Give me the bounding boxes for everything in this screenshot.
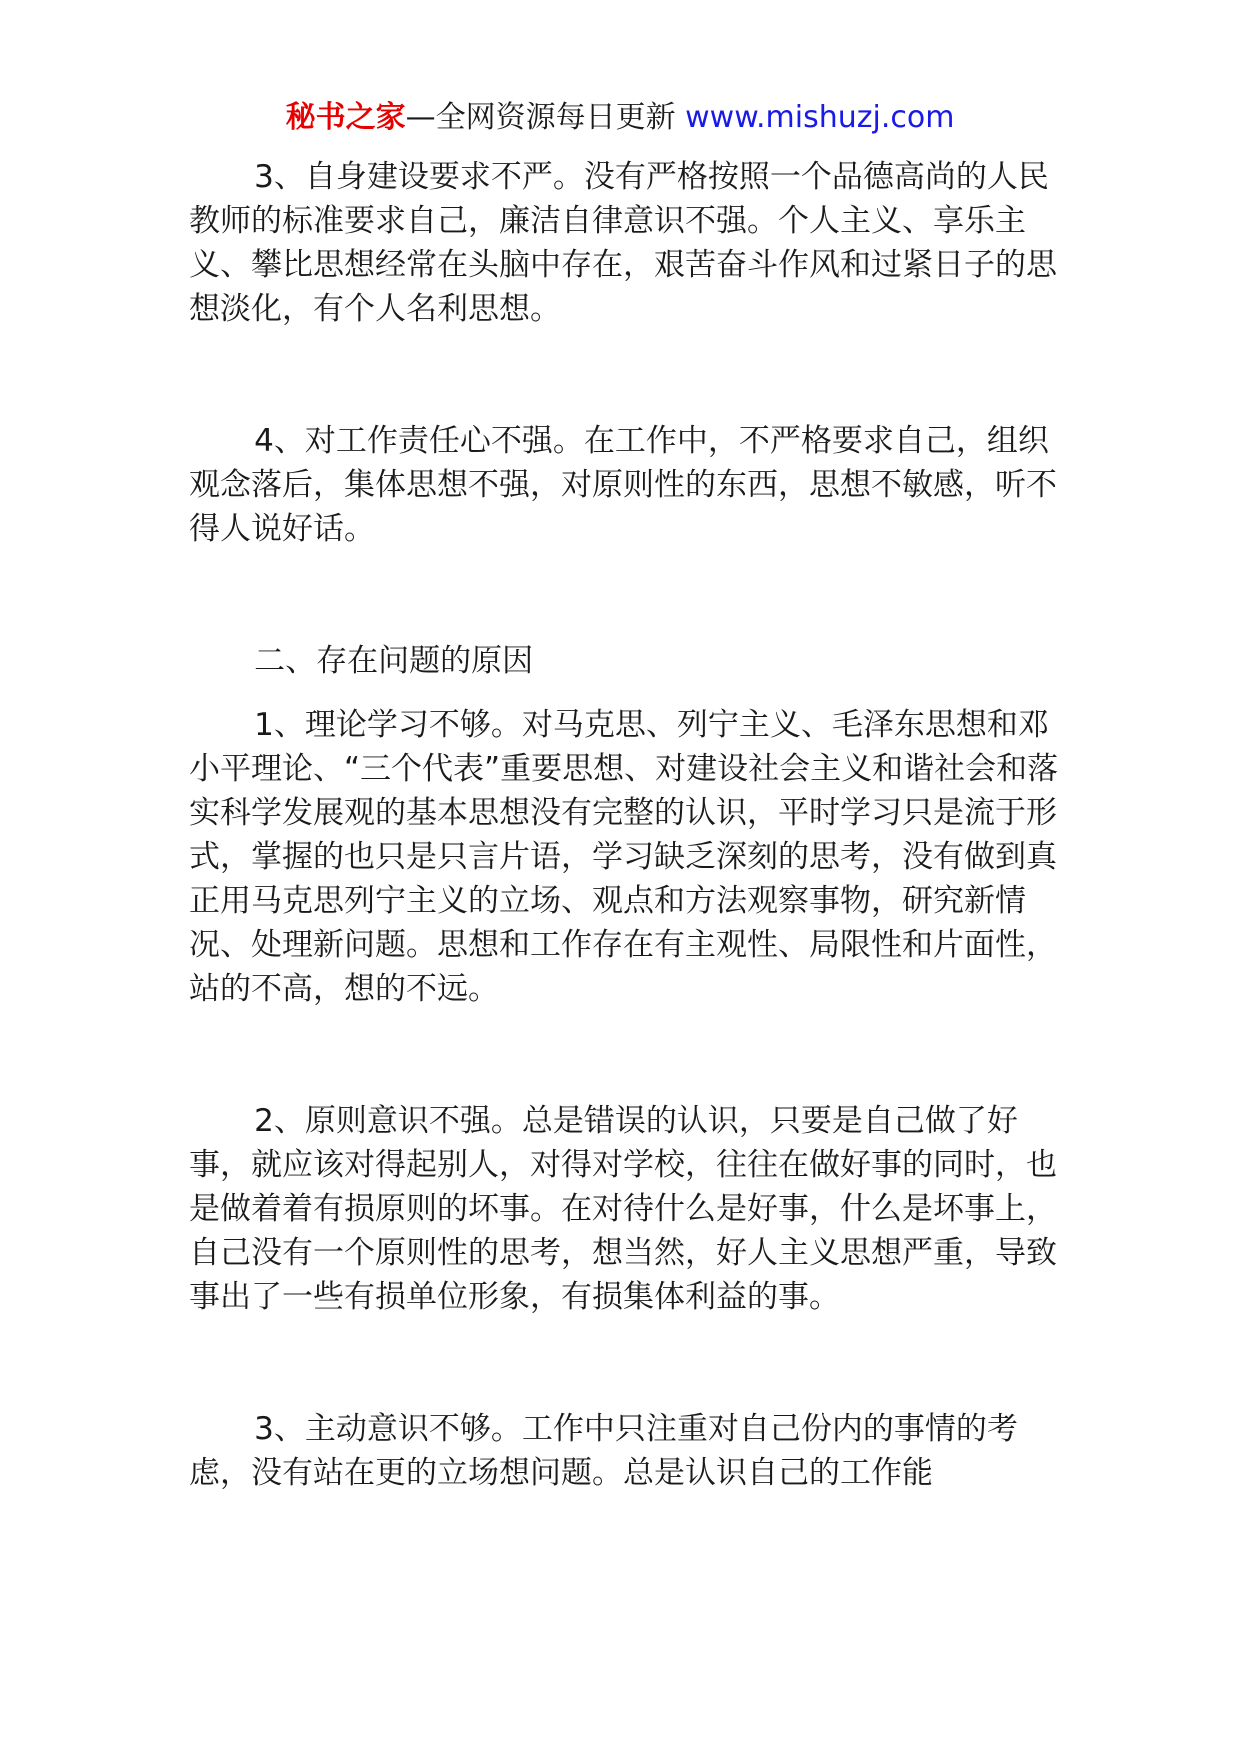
paragraph-gap <box>189 551 1059 639</box>
section-heading-causes: 二、存在问题的原因 <box>254 643 534 679</box>
paragraph-gap <box>189 683 1059 703</box>
paragraph-principle-awareness: 2、原则意识不强。总是错误的认识，只要是自己做了好事，就应该对得起别人，对得对学校，往往在做好事的同时，也是做着着有损原则的坏事。在对待什么是好事，什么是坏事上，自己没有一个原则性的思考，想当然，好人主义思想严重，导致事出了一些有损单位形象，有损集体利益的事。 <box>189 1103 1057 1315</box>
document-body <box>189 155 1059 1495</box>
header-slogan: —全网资源每日更新 <box>405 100 676 135</box>
page-header <box>0 98 1240 138</box>
paragraph-self-discipline: 3、自身建设要求不严。没有严格按照一个品德高尚的人民教师的标准要求自己，廉洁自律意识不强。个人主义、享乐主义、攀比思想经常在头脑中存在，艰苦奋斗作风和过紧日子的思想淡化，有个人名利思想。 <box>189 159 1057 327</box>
paragraph-gap <box>189 1011 1059 1099</box>
paragraph-theory-study: 1、理论学习不够。对马克思、列宁主义、毛泽东思想和邓小平理论、“三个代表”重要思想、对建设社会主义和谐社会和落实科学发展观的基本思想没有完整的认识，平时学习只是流于形式，掌握的也只是只言片语，学习缺乏深刻的思考，没有做到真正用马克思列宁主义的立场、观点和方法观察事物，研究新情况、处理新问题。思想和工作存在有主观性、局限性和片面性，站的不高，想的不远。 <box>189 707 1059 1007</box>
paragraph-responsibility: 4、对工作责任心不强。在工作中，不严格要求自己，组织观念落后，集体思想不强，对原则性的东西，思想不敏感，听不得人说好话。 <box>189 423 1057 547</box>
paragraph-gap <box>189 1319 1059 1407</box>
website-url[interactable]: www.mishuzj.com <box>685 100 955 135</box>
brand-name: 秘书之家 <box>285 100 406 135</box>
paragraph-initiative: 3、主动意识不够。工作中只注重对自己份内的事情的考虑，没有站在更的立场想问题。总是认识自己的工作能 <box>189 1411 1018 1491</box>
paragraph-gap <box>189 331 1059 419</box>
